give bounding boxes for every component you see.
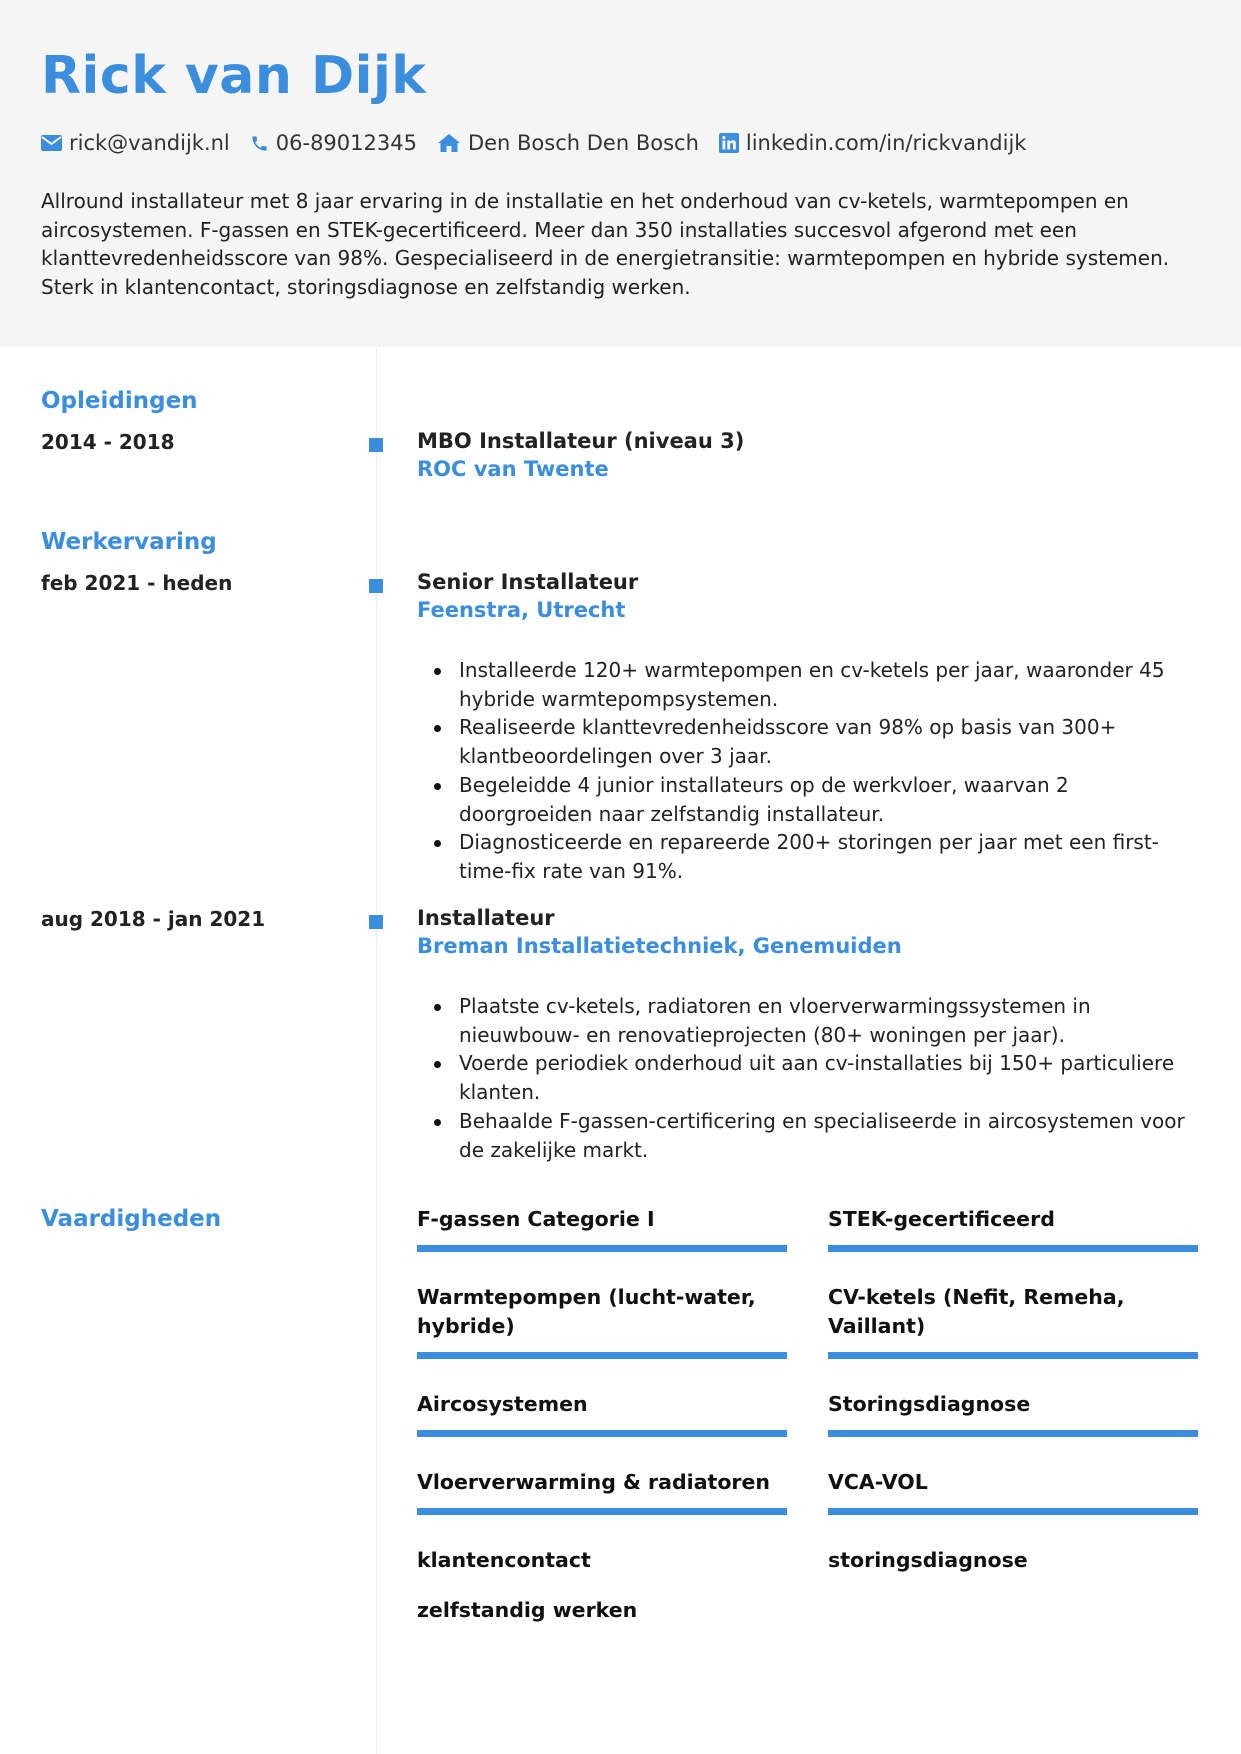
- achievement-item: Realiseerde klanttevredenheidsscore van 98% op basis van 300+ klantbeoordelingen over 3 jaar.: [417, 713, 1197, 770]
- skill-level-bar: [828, 1430, 1198, 1437]
- header: [0, 0, 1241, 347]
- skill-label: Vloerverwarming & radiatoren: [417, 1470, 771, 1494]
- skill-level-bar: [828, 1352, 1198, 1359]
- contact-linkedin-text: linkedin.com/in/rickvandijk: [745, 131, 1027, 155]
- timeline-marker: [369, 915, 383, 929]
- timeline-marker: [369, 438, 383, 452]
- achievement-item: Behaalde F-gassen-certificering en specialiseerde in aircosystemen voor de zakelijke markt.: [417, 1107, 1197, 1164]
- skill-label: klantencontact: [417, 1548, 591, 1572]
- skill-label: VCA-VOL: [828, 1470, 928, 1494]
- timeline-marker: [369, 579, 383, 593]
- skill-level-bar: [417, 1352, 787, 1359]
- education-period: 2014 - 2018: [41, 430, 175, 454]
- contact-linkedin[interactable]: [719, 131, 1027, 155]
- section-title-skills: Vaardigheden: [41, 1206, 222, 1232]
- timeline-divider: [376, 347, 377, 1754]
- profile-summary: Allround installateur met 8 jaar ervaring in de installatie en het onderhoud van cv-ketels, warmtepompen en aircosystemen. F-gassen en STEK-gecertificeerd. Meer dan 350 installaties succesvol afgerond met een klanttevredenheidsscore van 98%. Gespecialiseerd in de energietransitie: warmtepompen en hybride systemen. Sterk in klantencontact, storingsdiagnose en zelfstandig werken.: [41, 189, 1170, 299]
- contact-email[interactable]: [41, 131, 230, 155]
- contact-phone-text: 06-89012345: [275, 131, 417, 155]
- candidate-name: Rick van Dijk: [41, 46, 427, 106]
- contact-phone[interactable]: [250, 131, 417, 155]
- achievement-item: Installeerde 120+ warmtepompen en cv-ketels per jaar, waaronder 45 hybride warmtepompsystemen.: [417, 656, 1197, 713]
- contact-location-text: Den Bosch Den Bosch: [467, 131, 699, 155]
- home-icon: [437, 133, 461, 153]
- experience-employer: Feenstra, Utrecht: [417, 598, 626, 622]
- contact-location: [437, 131, 699, 155]
- achievement-item: Voerde periodiek onderhoud uit aan cv-installaties bij 150+ particuliere klanten.: [417, 1049, 1197, 1106]
- skill-label: STEK-gecertificeerd: [828, 1207, 1055, 1231]
- skill-label: storingsdiagnose: [828, 1548, 1028, 1572]
- skill-level-bar: [417, 1508, 787, 1515]
- experience-achievements: [417, 656, 1197, 886]
- achievement-item: Diagnosticeerde en repareerde 200+ storingen per jaar met een first-time-fix rate van 91%.: [417, 828, 1197, 885]
- achievement-item: Begeleidde 4 junior installateurs op de werkvloer, waarvan 2 doorgroeiden naar zelfstandig installateur.: [417, 771, 1197, 828]
- skill-label: F-gassen Categorie I: [417, 1207, 655, 1231]
- phone-icon: [250, 134, 269, 153]
- experience-job-title: Senior Installateur: [417, 570, 639, 594]
- skill-label: CV-ketels (Nefit, Remeha, Vaillant): [828, 1285, 1125, 1338]
- skill-level-bar: [417, 1245, 787, 1252]
- skill-label: zelfstandig werken: [417, 1598, 638, 1622]
- linkedin-icon: [719, 133, 739, 153]
- education-school: ROC van Twente: [417, 457, 609, 481]
- section-title-education: Opleidingen: [41, 388, 198, 414]
- education-degree: MBO Installateur (niveau 3): [417, 429, 745, 453]
- skill-level-bar: [417, 1430, 787, 1437]
- experience-employer: Breman Installatietechniek, Genemuiden: [417, 934, 902, 958]
- skill-level-bar: [828, 1245, 1198, 1252]
- achievement-item: Plaatste cv-ketels, radiatoren en vloerverwarmingssystemen in nieuwbouw- en renovatieprojecten (80+ woningen per jaar).: [417, 992, 1197, 1049]
- contact-email-text: rick@vandijk.nl: [69, 131, 230, 155]
- skill-label: Warmtepompen (lucht-water, hybride): [417, 1285, 756, 1338]
- contact-bar: [41, 128, 1046, 158]
- section-title-experience: Werkervaring: [41, 529, 217, 555]
- skill-level-bar: [828, 1508, 1198, 1515]
- experience-period: feb 2021 - heden: [41, 571, 233, 595]
- experience-job-title: Installateur: [417, 906, 555, 930]
- experience-period: aug 2018 - jan 2021: [41, 907, 266, 931]
- skill-label: Storingsdiagnose: [828, 1392, 1031, 1416]
- envelope-icon: [41, 135, 62, 151]
- experience-achievements: [417, 992, 1197, 1164]
- skill-label: Aircosystemen: [417, 1392, 588, 1416]
